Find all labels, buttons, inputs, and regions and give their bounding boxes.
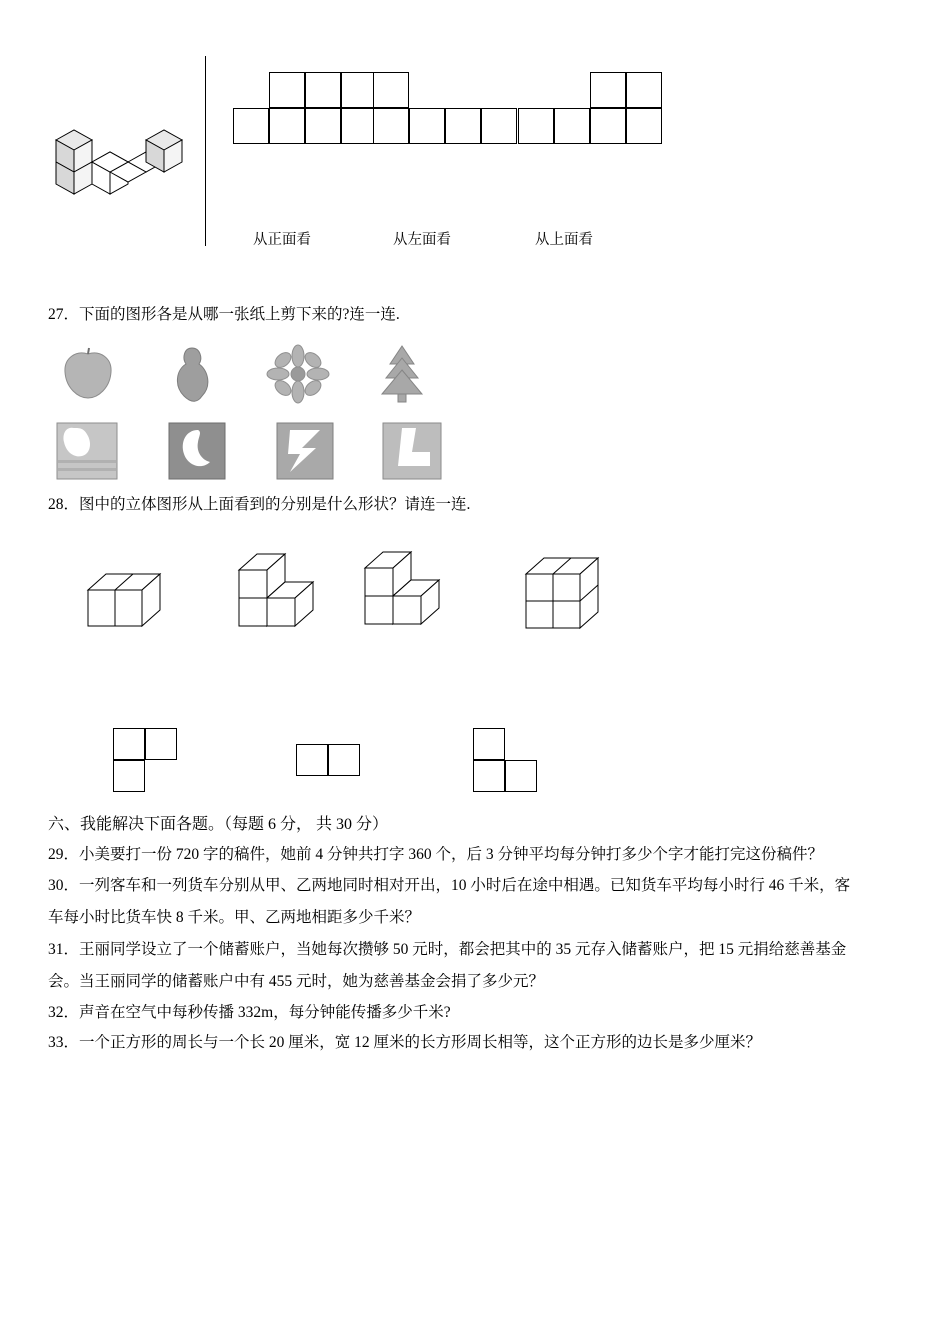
question-33-text: 一个正方形的周长与一个长 20 厘米，宽 12 厘米的长方形周长相等，这个正方形的边长是多少厘米？ <box>79 1034 762 1051</box>
question-29-text: 小美要打一份 720 字的稿件，她前 4 分钟共打字 360 个，后 3 分钟平均每分钟打多少个字才能打完这份稿件？ <box>79 846 824 863</box>
apple-shape-icon <box>58 348 118 400</box>
question-31-line2: 会。当王丽同学的储蓄账户中有 455 元时，她为慈善基金会捐了多少元？ <box>48 973 545 990</box>
flower-shape-icon <box>270 348 326 400</box>
question-28-number: 28． <box>48 496 80 513</box>
question-27-text: 下面的图形各是从哪一张纸上剪下来的?连一连. <box>79 306 400 323</box>
solid-a <box>78 560 188 650</box>
question-31-line1: 王丽同学设立了一个储蓄账户，当她每次攒够 50 元时，都会把其中的 35 元存入储蓄账户，把 15 元捐给慈善基金 <box>79 941 847 958</box>
figure-solids-and-top-views <box>48 520 902 810</box>
question-32-number: 32． <box>48 1004 80 1021</box>
paper-sheet-2 <box>168 422 226 480</box>
gourd-shape-icon <box>168 346 216 402</box>
figure-cut-paper-shapes <box>48 330 902 490</box>
question-30-line1: 一列客车和一列货车分别从甲、乙两地同时相对开出，10 小时后在途中相遇。已知货车平均每小时行 46 千米，客 <box>79 877 851 894</box>
question-30 <box>48 870 902 934</box>
view-label-front: 从正面看 <box>253 232 311 248</box>
question-30-number: 30． <box>48 877 80 894</box>
question-30-line2: 车每小时比货车快 8 千米。甲、乙两地相距多少千米？ <box>48 909 421 926</box>
isometric-solid-figure <box>48 100 208 210</box>
isometric-solid-svg <box>48 100 208 210</box>
figure-three-views <box>48 0 902 300</box>
question-32-text: 声音在空气中每秒传播 332m，每分钟能传播多少千米? <box>79 1004 451 1021</box>
question-27-number: 27． <box>48 306 80 323</box>
paper-sheet-3 <box>276 422 334 480</box>
question-33 <box>48 1028 902 1058</box>
solid-d <box>516 544 636 654</box>
vertical-divider <box>205 56 206 246</box>
view-label-left: 从左面看 <box>393 232 451 248</box>
question-28 <box>48 490 902 520</box>
paper-sheet-1 <box>56 422 118 480</box>
question-32 <box>48 998 902 1028</box>
view-label-top: 从上面看 <box>535 232 593 248</box>
question-29-number: 29． <box>48 846 80 863</box>
question-27 <box>48 300 902 330</box>
solid-c <box>353 538 483 653</box>
question-28-text: 图中的立体图形从上面看到的分别是什么形状？请连一连. <box>79 496 471 513</box>
solid-b <box>223 538 333 653</box>
question-33-number: 33． <box>48 1034 80 1051</box>
section-heading-six: 六、我能解决下面各题。（每题 6 分， 共 30 分） <box>48 816 389 833</box>
paper-sheet-4 <box>382 422 442 480</box>
question-29 <box>48 840 902 870</box>
question-31 <box>48 934 902 998</box>
question-31-number: 31． <box>48 941 80 958</box>
tree-shape-icon <box>376 344 428 402</box>
